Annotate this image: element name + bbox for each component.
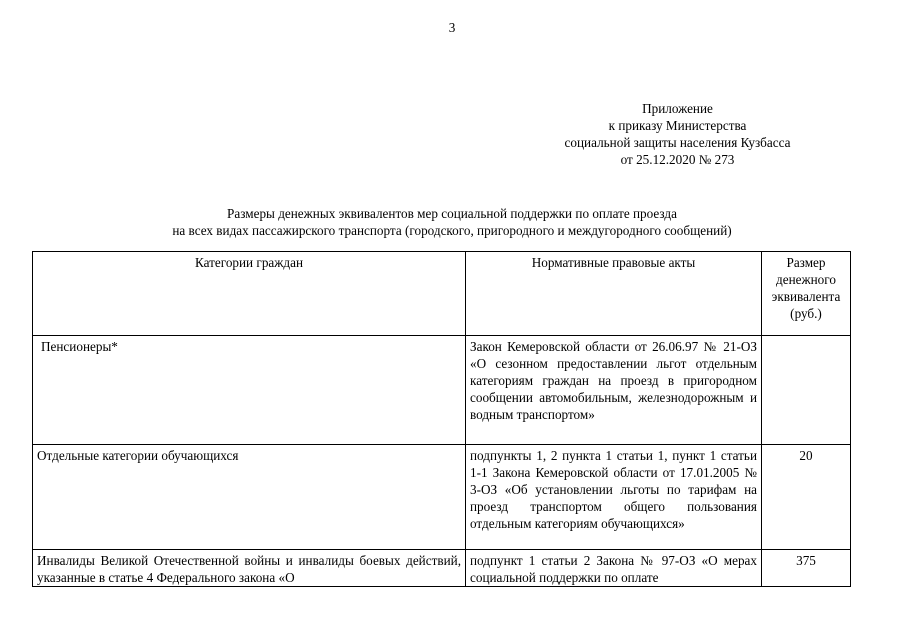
table-header-row [33,252,851,336]
table-row [33,445,851,550]
appendix-line: Приложение [642,101,713,116]
appendix-line: социальной защиты населения Кузбасса [564,135,791,150]
page-number: 3 [448,20,456,35]
cell-act: подпункты 1, 2 пункта 1 статьи 1, пункт 1 статьи 1-1 Закона Кемеровской области от 17.01.2005 № 3-ОЗ «Об установлении льготы по тарифам на проезд транспортом общего пользования отдельным категориям обучающихся» [466,445,762,550]
cell-category: Инвалиды Великой Отечественной войны и инвалиды боевых действий, указанные в статье 4 Федерального закона «О [33,550,466,587]
benefits-table [32,251,851,587]
table-row [33,550,851,587]
appendix-block [520,100,835,168]
appendix-line: к приказу Министерства [608,118,747,133]
document-title [60,205,844,239]
header-categories: Категории граждан [33,252,466,336]
cell-amount: 20 [762,445,851,550]
cell-category: Отдельные категории обучающихся [33,445,466,550]
cell-category: Пенсионеры* [33,336,466,445]
title-line: Размеры денежных эквивалентов мер социальной поддержки по оплате проезда [227,206,677,221]
table-row [33,336,851,445]
header-legal-acts: Нормативные правовые акты [466,252,762,336]
cell-amount: 375 [762,550,851,587]
cell-amount [762,336,851,445]
cell-act: Закон Кемеровской области от 26.06.97 № 21-ОЗ «О сезонном предоставлении льгот отдельным категориям граждан на проезд в пригородном сообщении автомобильным, железнодорожным и водным транспортом» [466,336,762,445]
header-amount: Размер денежного эквивалента (руб.) [762,252,851,336]
cell-act: подпункт 1 статьи 2 Закона № 97-ОЗ «О мерах социальной поддержки по оплате [466,550,762,587]
title-line: на всех видах пассажирского транспорта (городского, пригородного и междугородного сообщений) [172,223,732,238]
appendix-line: от 25.12.2020 № 273 [620,152,735,167]
